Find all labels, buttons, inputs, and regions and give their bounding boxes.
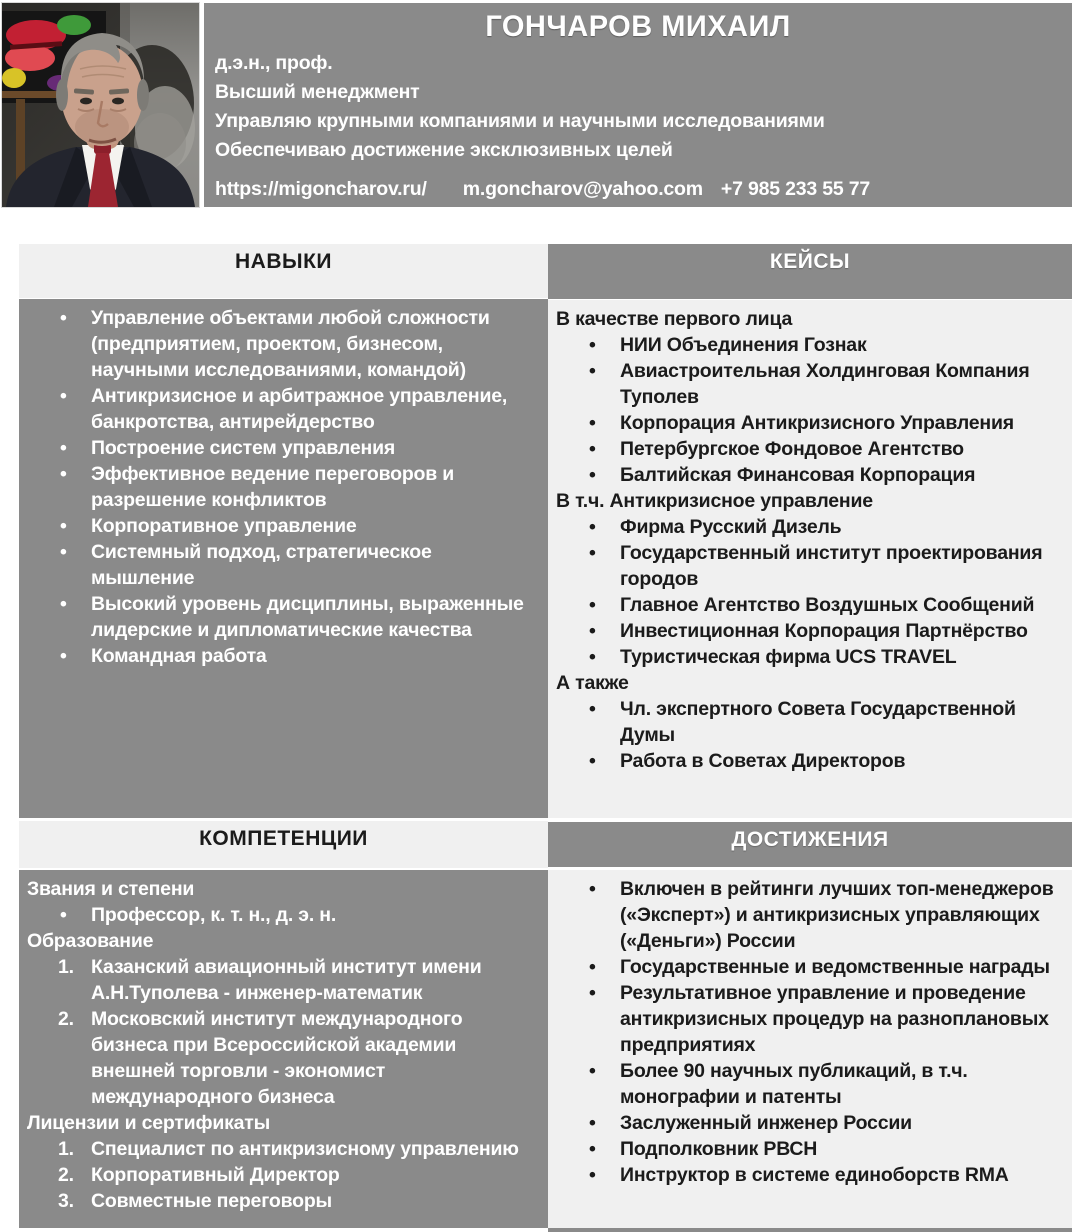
list-item [19, 954, 548, 1006]
bullet-marker: • [60, 593, 67, 615]
section-header-cases [548, 244, 1072, 299]
phone-number: +7 985 233 55 77 [720, 178, 871, 200]
item-text: Главное Агентство Воздушных Сообщений [620, 594, 1035, 616]
item-text: НИИ Объединения Гознак [620, 334, 867, 356]
skills-list [19, 299, 548, 818]
item-text: Петербургское Фондовое Агентство [620, 438, 964, 460]
list-item [548, 1162, 1072, 1188]
item-text: Московский институт международного бизнеса при Всероссийской академии внешней торговли - экономист международного бизнеса [91, 1008, 463, 1108]
item-text: Профессор, к. т. н., д. э. н. [91, 904, 337, 926]
list-item [548, 436, 1072, 462]
bullet-marker: • [589, 412, 596, 434]
group-label [19, 928, 548, 954]
item-text: Эффективное ведение переговоров и разрешение конфликтов [91, 463, 455, 511]
competencies-list [19, 870, 548, 1228]
group-label [19, 876, 548, 902]
bullet-marker: • [589, 982, 596, 1004]
description-line-1: Управляю крупными компаниями и научными исследованиями [215, 110, 825, 132]
section-title: ДОСТИЖЕНИЯ [731, 828, 889, 851]
list-item [19, 461, 548, 513]
item-text: Инструктор в системе единоборств RMA [620, 1164, 1009, 1186]
list-item [19, 1188, 548, 1214]
section-title: КОМПЕТЕНЦИИ [199, 827, 368, 850]
list-item [548, 410, 1072, 436]
list-item [19, 1136, 548, 1162]
group-label [19, 1110, 548, 1136]
group-label [548, 488, 1072, 514]
list-item [548, 954, 1072, 980]
person-name: ГОНЧАРОВ МИХАИЛ [485, 10, 791, 44]
bullet-marker: • [60, 385, 67, 407]
item-text: Корпоративное управление [91, 515, 357, 537]
list-item [19, 1162, 548, 1188]
group-label [548, 670, 1072, 696]
section-title: НАВЫКИ [235, 250, 332, 273]
item-text: Результативное управление и проведение антикризисных процедур на разноплановых предприятиях [620, 982, 1049, 1056]
bullet-marker: • [589, 1060, 596, 1082]
number-marker: 1. [58, 956, 74, 978]
list-item [19, 643, 548, 669]
item-text: Построение систем управления [91, 437, 396, 459]
item-text: Управление объектами любой сложности (предприятием, проектом, бизнесом, научными исследованиями, командой) [91, 307, 490, 381]
section-header-skills [19, 244, 548, 298]
item-text: Системный подход, стратегическое мышление [91, 541, 432, 589]
item-text: Фирма Русский Дизель [620, 516, 842, 538]
list-item [19, 435, 548, 461]
item-text: В т.ч. Антикризисное управление [556, 490, 873, 512]
position-line: Высший менеджмент [215, 81, 420, 103]
bullet-marker: • [589, 360, 596, 382]
item-text: Государственный институт проектирования городов [620, 542, 1043, 590]
cases-list [548, 300, 1072, 818]
number-marker: 2. [58, 1164, 74, 1186]
section-title: КЕЙСЫ [769, 250, 851, 273]
item-text: Командная работа [91, 645, 267, 667]
list-item [19, 383, 548, 435]
list-item [19, 1006, 548, 1110]
bullet-marker: • [589, 698, 596, 720]
number-marker: 1. [58, 1138, 74, 1160]
list-item [548, 592, 1072, 618]
email-address: m.goncharov@yahoo.com [462, 178, 703, 200]
list-item [548, 462, 1072, 488]
item-text: Заслуженный инженер России [620, 1112, 912, 1134]
bullet-marker: • [589, 542, 596, 564]
item-text: Авиастроительная Холдинговая Компания Туполев [620, 360, 1030, 408]
bullet-marker: • [589, 516, 596, 538]
bullet-marker: • [589, 464, 596, 486]
item-text: Чл. экспертного Совета Государственной Думы [620, 698, 1016, 746]
bullet-marker: • [589, 646, 596, 668]
bullet-marker: • [60, 437, 67, 459]
achievements-list [548, 870, 1072, 1228]
description-line-2: Обеспечиваю достижение эксклюзивных целей [215, 139, 673, 161]
section-header-achievements [548, 822, 1072, 867]
item-text: Корпорация Антикризисного Управления [620, 412, 1014, 434]
item-text: Балтийская Финансовая Корпорация [620, 464, 976, 486]
bullet-marker: • [589, 956, 596, 978]
item-text: Инвестиционная Корпорация Партнёрство [620, 620, 1028, 642]
bullet-marker: • [589, 1112, 596, 1134]
item-text: Совместные переговоры [91, 1190, 332, 1212]
bullet-marker: • [60, 645, 67, 667]
list-item [548, 618, 1072, 644]
bullet-marker: • [60, 541, 67, 563]
list-item [548, 1136, 1072, 1162]
list-item [548, 514, 1072, 540]
bullet-marker: • [589, 1138, 596, 1160]
list-item [548, 540, 1072, 592]
bullet-marker: • [589, 594, 596, 616]
bullet-marker: • [589, 438, 596, 460]
item-text: Подполковник РВСН [620, 1138, 818, 1160]
list-item [19, 539, 548, 591]
list-item [548, 748, 1072, 774]
item-text: Государственные и ведомственные награды [620, 956, 1050, 978]
item-text: Включен в рейтинги лучших топ-менеджеров («Эксперт») и антикризисных управляющих («Деньги») России [620, 878, 1054, 952]
bullet-marker: • [60, 463, 67, 485]
section-header-competencies [19, 821, 548, 868]
website-url: https://migoncharov.ru/ [215, 178, 427, 200]
group-label [548, 306, 1072, 332]
list-item [548, 1110, 1072, 1136]
portrait-photo [2, 3, 199, 207]
header-info-panel [204, 3, 1072, 207]
list-item [548, 358, 1072, 410]
list-item [548, 876, 1072, 954]
list-item [19, 902, 548, 928]
item-text: Туристическая фирма UCS TRAVEL [620, 646, 957, 668]
item-text: Корпоративный Директор [91, 1164, 340, 1186]
list-item [548, 696, 1072, 748]
number-marker: 3. [58, 1190, 74, 1212]
degree-line: д.э.н., проф. [215, 52, 333, 74]
bullet-marker: • [60, 904, 67, 926]
bullet-marker: • [60, 515, 67, 537]
bullet-marker: • [589, 750, 596, 772]
bullet-marker: • [589, 620, 596, 642]
item-text: Лицензии и сертификаты [27, 1112, 271, 1134]
item-text: Казанский авиационный институт имени А.Н.Туполева - инженер-математик [91, 956, 482, 1004]
summary-lines [204, 49, 1072, 165]
item-text: Образование [27, 930, 154, 952]
bullet-marker: • [589, 334, 596, 356]
item-text: В качестве первого лица [556, 308, 793, 330]
item-text: А также [556, 672, 629, 694]
item-text: Работа в Советах Директоров [620, 750, 906, 772]
item-text: Звания и степени [27, 878, 195, 900]
list-item [19, 305, 548, 383]
list-item [548, 644, 1072, 670]
bullet-marker: • [589, 878, 596, 900]
list-item [548, 980, 1072, 1058]
item-text: Более 90 научных публикаций, в т.ч. монографии и патенты [620, 1060, 968, 1108]
list-item [548, 332, 1072, 358]
bullet-marker: • [60, 307, 67, 329]
item-text: Высокий уровень дисциплины, выраженные лидерские и дипломатические качества [91, 593, 524, 641]
bullet-marker: • [589, 1164, 596, 1186]
portrait-photo-illustration [2, 3, 199, 207]
number-marker: 2. [58, 1008, 74, 1030]
next-section-edge [548, 1228, 1072, 1232]
list-item [548, 1058, 1072, 1110]
item-text: Антикризисное и арбитражное управление, банкротства, антирейдерство [91, 385, 508, 433]
contact-line [204, 178, 1072, 201]
list-item [19, 513, 548, 539]
item-text: Специалист по антикризисному управлению [91, 1138, 519, 1160]
list-item [19, 591, 548, 643]
